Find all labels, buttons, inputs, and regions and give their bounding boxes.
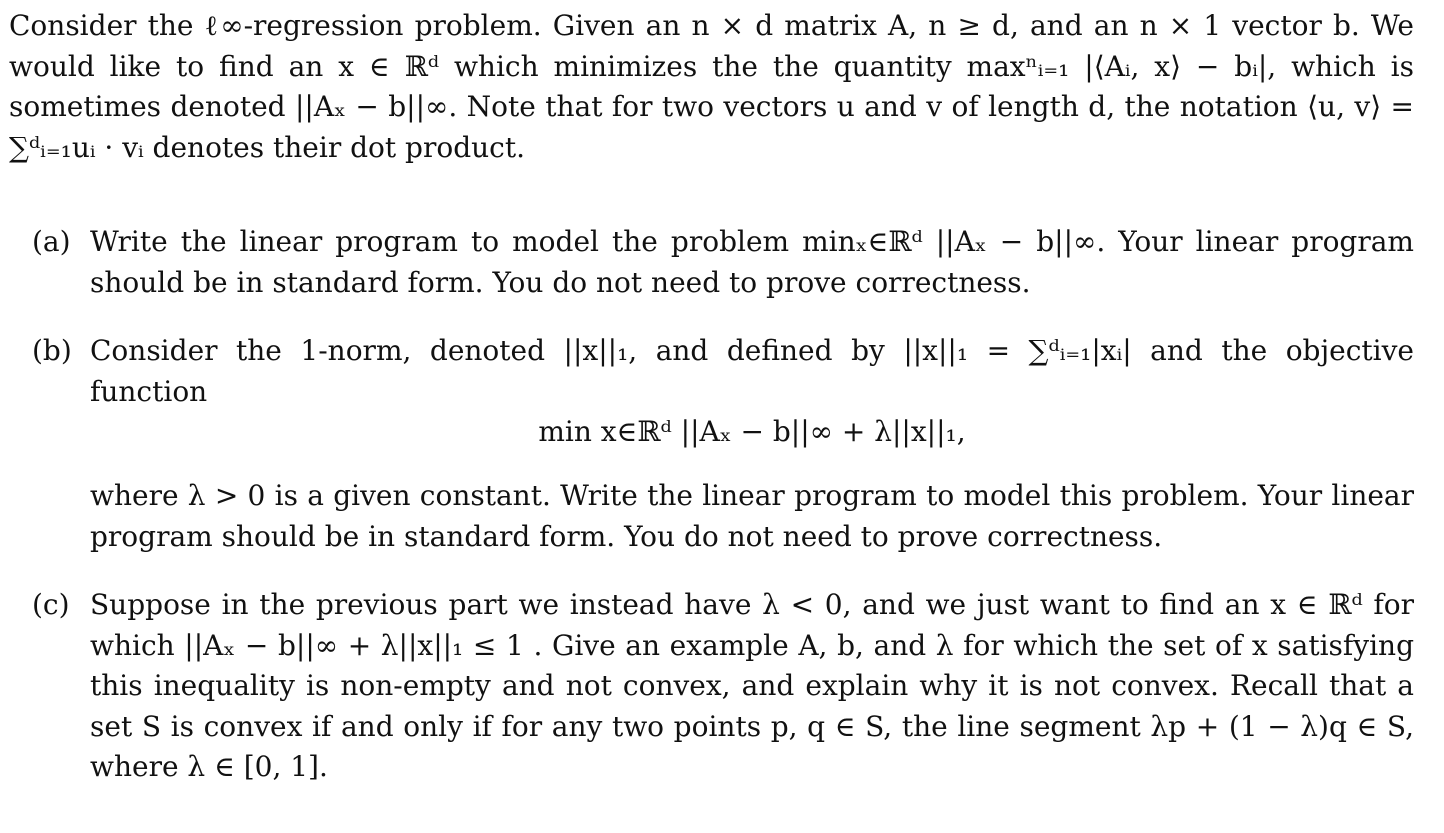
intro-paragraph: Consider the ℓ∞-regression problem. Given an n × d matrix A, n ≥ d, and an n × 1 vector b. We would like to find an x ∈ ℝᵈ which minimizes the the quantity maxⁿᵢ₌₁ |⟨Aᵢ, x⟩ − bᵢ|, which is sometimes denoted ||Aₓ − b||∞. Note that for two vectors u and v of length d, the notation ⟨u, v⟩ = ∑ᵈᵢ₌₁uᵢ · vᵢ denotes their dot product. <box>9 9 1414 164</box>
part-a-label: (a) <box>32 225 71 258</box>
part-c-text: Suppose in the previous part we instead have λ < 0, and we just want to find an x ∈ ℝᵈ for which ||Aₓ − b||∞ + λ||x||₁ ≤ 1 . Give an example A, b, and λ for which the set of x satisfying this inequality is non-empty and not convex, and explain why it is not convex. Recall that a set S is convex if and only if for any two points p, q ∈ S, the line segment λp + (1 − λ)q ∈ S, where λ ∈ [0, 1]. <box>90 588 1414 783</box>
part-b <box>9 331 1414 557</box>
part-a <box>9 222 1414 303</box>
part-b-text-after: where λ > 0 is a given constant. Write the linear program to model this problem. Your linear program should be in standard form. You do not need to prove correctness. <box>90 479 1414 553</box>
part-a-text: Write the linear program to model the problem minₓ∈ℝᵈ ||Aₓ − b||∞. Your linear program should be in standard form. You do not need to prove correctness. <box>90 225 1414 299</box>
part-c <box>9 585 1414 788</box>
problem-document <box>9 6 1414 816</box>
part-b-equation: min x∈ℝᵈ ||Aₓ − b||∞ + λ||x||₁, <box>538 415 966 448</box>
part-b-label: (b) <box>32 334 72 367</box>
part-c-label: (c) <box>32 588 70 621</box>
part-b-text: Consider the 1-norm, denoted ||x||₁, and defined by ||x||₁ = ∑ᵈᵢ₌₁|xᵢ| and the objective function <box>90 334 1414 408</box>
